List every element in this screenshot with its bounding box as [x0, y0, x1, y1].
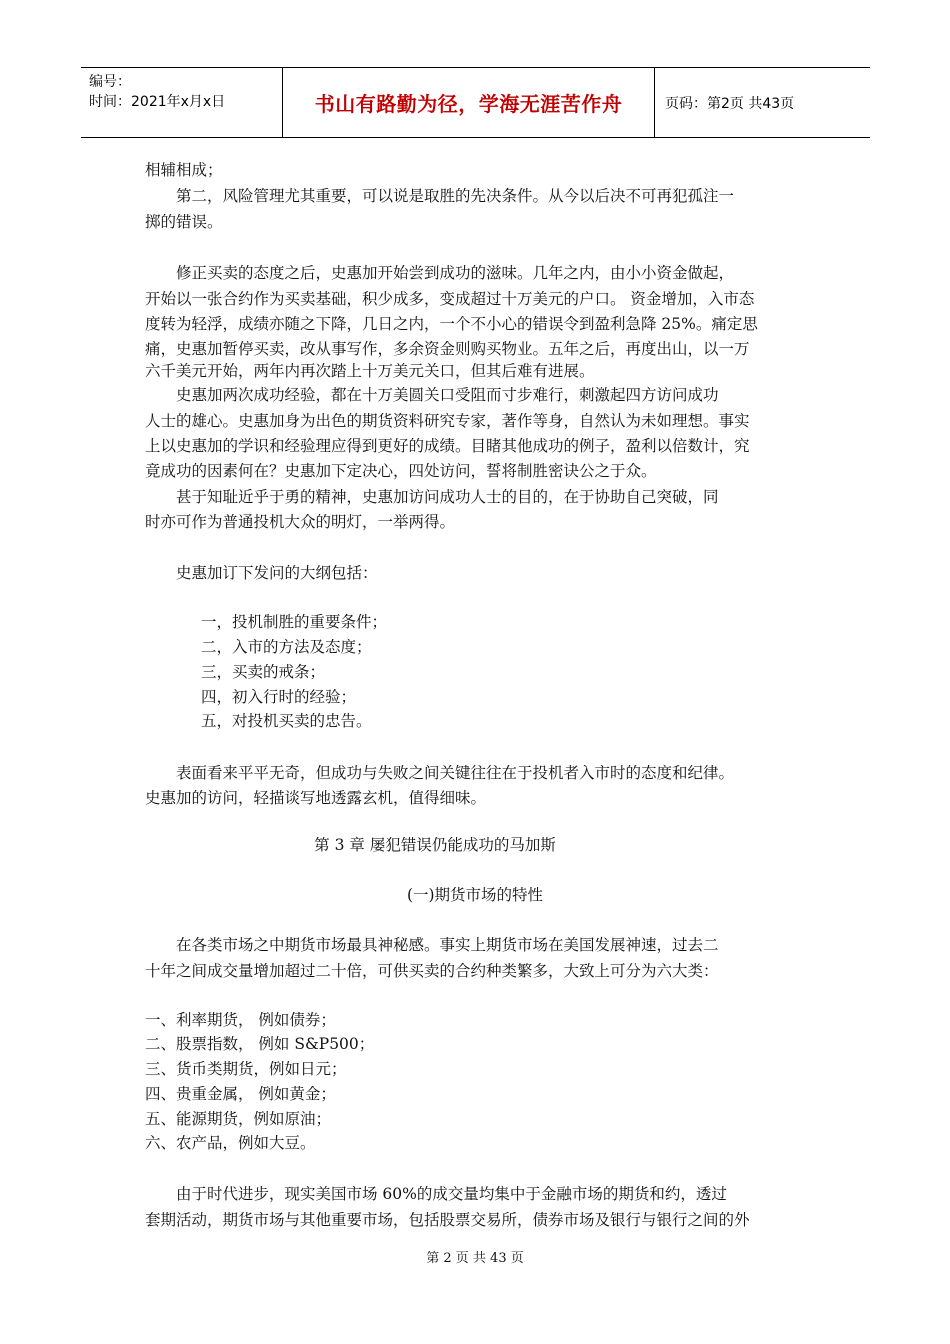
category-item: 六、农产品，例如大豆。 [145, 1134, 316, 1152]
section-title: (一)期货市场的特性 [406, 886, 544, 904]
text-line: 史惠加两次成功经验，都在十万美圆关口受阻而寸步难行，刺激起四方访问成功 [145, 386, 719, 404]
category-item: 一、利率期货， 例如债券； [145, 1011, 336, 1029]
doc-number-label: 编号： [89, 74, 131, 90]
text-line: 由于时代进步，现实美国市场 60%的成交量均集中于金融市场的期货和约，透过 [145, 1185, 727, 1203]
header-meta [81, 68, 283, 137]
text-line: 痛，史惠加暂停买卖，改从事写作，多余资金则购买物业。五年之后，再度出山，以一万 [145, 340, 750, 358]
header-motto: 书山有路勤为径，学海无涯苦作舟 [283, 68, 655, 137]
outline-item: 五，对投机买卖的忠告。 [170, 712, 372, 730]
text-line: 人士的雄心。史惠加身为出色的期货资料研究专家，著作等身，自然认为未如理想。事实 [145, 412, 750, 430]
chapter-title: 第 3 章 屡犯错误仍能成功的马加斯 [314, 836, 556, 854]
text-line: 甚于知耻近乎于勇的精神，史惠加访问成功人士的目的，在于协助自己突破，同 [145, 488, 719, 506]
text-line: 第二，风险管理尤其重要，可以说是取胜的先决条件。从今以后决不可再犯孤注一 [145, 187, 735, 205]
category-item: 二、股票指数， 例如 S&P500； [145, 1035, 375, 1053]
outline-item: 三，买卖的戒条； [170, 663, 326, 681]
text-line: 上以史惠加的学识和经验理应得到更好的成绩。目睹其他成功的例子，盈利以倍数计，究 [145, 437, 750, 455]
text-line: 开始以一张合约作为买卖基础，积少成多，变成超过十万美元的户口。 资金增加，入市态 [145, 290, 755, 308]
text-line: 度转为轻浮，成绩亦随之下降，几日之内，一个不小心的错误令到盈利急降 25%。痛定思 [145, 315, 758, 333]
page-header [81, 67, 870, 138]
category-item: 五、能源期货，例如原油； [145, 1110, 332, 1128]
text-line: 掷的错误。 [145, 213, 223, 231]
text-line: 史惠加的访问，轻描谈写地透露玄机，值得细味。 [145, 789, 487, 807]
header-page-info: 页码：第2页 共43页 [665, 95, 795, 112]
text-line: 十年之间成交量增加超过二十倍，可供买卖的合约种类繁多，大致上可分为六大类： [145, 962, 719, 980]
outline-item: 四，初入行时的经验； [170, 688, 357, 706]
outline-item: 一，投机制胜的重要条件； [170, 613, 388, 631]
text-line: 六千美元开始，两年内再次踏上十万美元关口，但其后难有进展。 [145, 362, 595, 380]
text-line: 时亦可作为普通投机大众的明灯，一举两得。 [145, 513, 456, 531]
text-line: 套期活动，期货市场与其他重要市场，包括股票交易所，债券市场及银行与银行之间的外 [145, 1211, 750, 1229]
category-item: 四、贵重金属， 例如黄金； [145, 1085, 336, 1103]
category-item: 三、货币类期货，例如日元； [145, 1060, 347, 1078]
outline-item: 二，入市的方法及态度； [170, 638, 372, 656]
page-footer: 第 2 页 共 43 页 [426, 1251, 524, 1266]
text-line: 竟成功的因素何在？史惠加下定决心，四处访问，誓将制胜密诀公之于众。 [145, 462, 657, 480]
text-line: 在各类市场之中期货市场最具神秘感。事实上期货市场在美国发展神速，过去二 [145, 936, 719, 954]
doc-date-label: 时间：2021年x月x日 [89, 94, 226, 110]
text-line: 表面看来平平无奇，但成功与失败之间关键往往在于投机者入市时的态度和纪律。 [145, 764, 735, 782]
text-line: 修正买卖的态度之后，史惠加开始尝到成功的滋味。几年之内，由小小资金做起， [145, 264, 735, 282]
text-line: 相辅相成； [145, 161, 223, 179]
text-line: 史惠加订下发问的大纲包括： [145, 564, 378, 582]
